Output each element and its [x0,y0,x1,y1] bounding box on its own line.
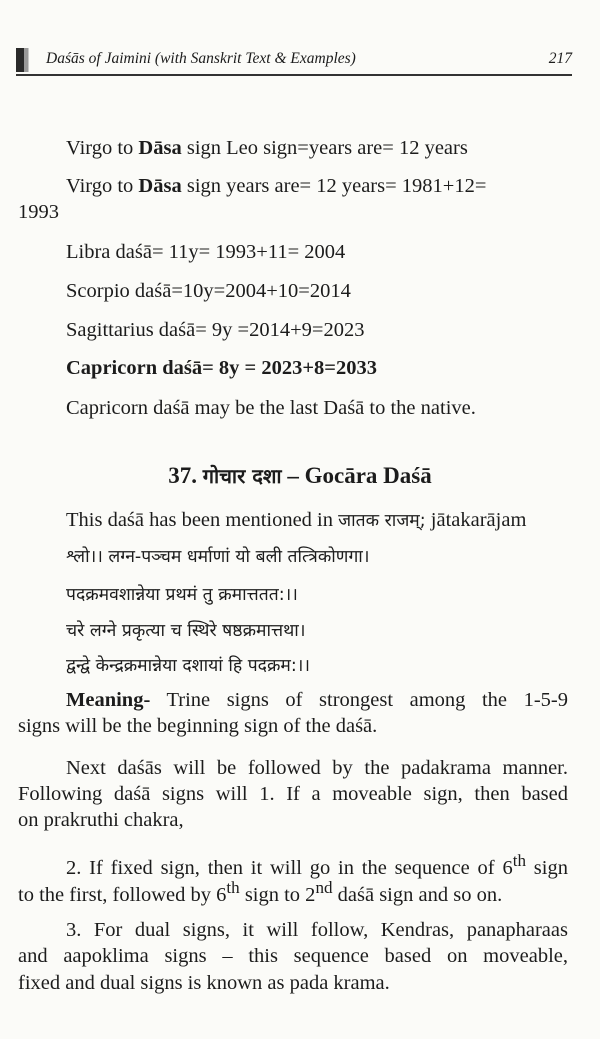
sanskrit-term: जातक राजम्; [338,511,426,531]
superscript: nd [315,878,333,897]
running-header [16,46,572,72]
header-mark [16,48,34,72]
para2-line-3: on prakruthi chakra, [18,809,184,831]
text-span: This daśā has been mentioned in [66,509,339,531]
intro-line [66,508,526,533]
text-line-7: Capricorn daśā may be the last Daśā to the native. [66,397,476,419]
superscript: th [512,851,526,870]
text-span: sign years are= 12 years= 1981+12= [181,175,487,197]
para2-line-2 [18,782,568,806]
para2-line-1 [66,756,568,780]
para3-line-2 [18,876,502,907]
text-line-5: Sagittarius daśā= 9y =2014+9=2023 [66,319,365,341]
text-span: Next daśās will be followed by the padakrama manner. [66,757,568,779]
text-span: 3. For dual signs, it will follow, Kendras, panapharaas [66,919,568,941]
shloka-line-4: द्वन्द्वे केन्द्रक्रमान्नेया दशायां हि पदक्रम:।। [66,656,311,676]
para4-line-3: fixed and dual signs is known as pada krama. [18,972,390,994]
meaning-line-2: signs will be the beginning sign of the daśā. [18,715,378,737]
text-span: sign to 2 [239,883,316,906]
para4-line-2 [18,944,568,968]
shloka-line-1: श्लो।। लग्न-पञ्चम धर्माणां यो बली तत्त्रिकोणगा। [66,547,370,567]
section-number: 37. [168,463,197,488]
meaning-line-1 [66,688,568,712]
text-span: and aapoklima signs – this sequence based on moveable, [18,945,568,967]
header-rule [16,74,572,76]
meaning-label: Meaning- [66,689,151,711]
text-span: jātakarājam [425,509,527,531]
text-line-2-wrap: 1993 [18,201,59,223]
section-heading [0,462,600,489]
text-span: Trine signs of strongest among the 1-5-9 [150,689,568,711]
section-title-roman: Gocāra Daśā [304,463,432,488]
superscript: th [226,878,240,897]
text-line-4: Scorpio daśā=10y=2004+10=2014 [66,280,351,302]
shloka-line-2: पदक्रमवशान्नेया प्रथमं तु क्रमात्ततत:।। [66,585,298,605]
text-span: 2. If fixed sign, then it will go in the sequence of 6 [66,856,513,879]
header-title: Daśās of Jaimini (with Sanskrit Text & Examples) [46,50,356,67]
shloka-line-3: चरे लग्ने प्रकृत्या च स्थिरे षष्ठक्रमात्तथा। [66,621,306,641]
text-span: Virgo to [66,137,139,159]
page-number: 217 [548,50,572,67]
text-span: Virgo to [66,175,139,197]
text-span: to the first, followed by 6 [18,883,227,906]
section-title-sanskrit: गोचार दशा [202,464,282,488]
text-span: sign Leo sign=years are= 12 years [181,137,468,159]
text-line-3: Libra daśā= 11y= 1993+11= 2004 [66,241,346,263]
text-line-1 [66,136,468,160]
text-line-6: Capricorn daśā= 8y = 2023+8=2033 [66,357,377,379]
bold-term: Dāsa [138,175,182,197]
section-dash: – [287,463,299,488]
text-line-2 [66,174,486,198]
text-span: Following daśā signs will 1. If a moveable sign, then based [18,783,568,805]
text-span: sign [526,856,568,879]
bold-term: Dāsa [138,137,182,159]
para4-line-1 [66,918,568,942]
text-span: daśā sign and so on. [332,883,503,906]
